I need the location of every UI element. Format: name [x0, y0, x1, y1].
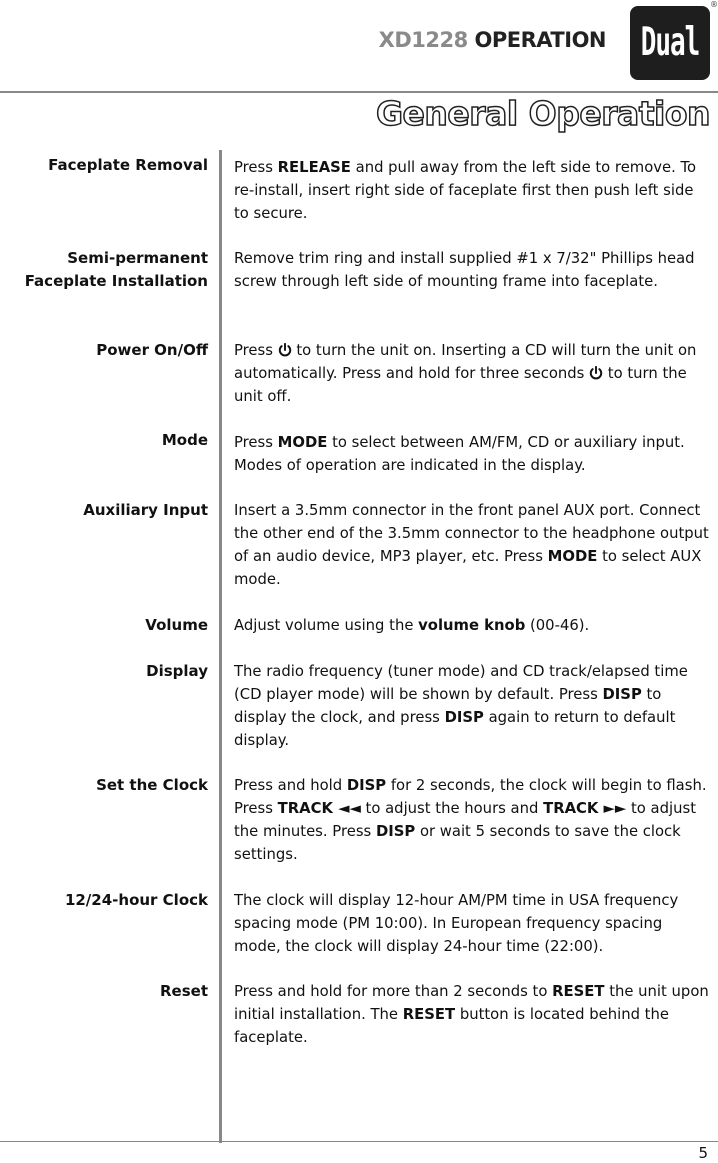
label-set-clock: Set the Clock — [96, 776, 208, 794]
label-reset: Reset — [160, 982, 208, 1000]
footer-divider — [0, 1141, 718, 1142]
label-display: Display — [146, 662, 208, 680]
model-number: XD1228 — [378, 28, 468, 52]
desc-set-clock — [234, 774, 712, 866]
desc-display — [234, 660, 712, 752]
desc-auxiliary-input — [234, 499, 712, 591]
key-disp: DISP — [602, 686, 642, 703]
text-run: and pull away from the left side to remove. To re-install, insert right side of faceplate first then push left side to secure. — [234, 159, 697, 222]
text-run: Insert a 3.5mm connector in the front panel AUX port. Connect the other end of the 3.5mm connector to the headphone output of an audio device, MP3 player, etc. Press — [234, 502, 709, 565]
page-title: General Operation — [375, 94, 710, 133]
column-divider — [219, 150, 222, 1143]
desc-faceplate-removal — [234, 156, 712, 225]
text-run: to select AUX mode. — [234, 548, 702, 588]
text-run: Adjust volume using the — [234, 617, 419, 634]
text-run: button is located behind the faceplate. — [234, 1006, 669, 1046]
desc-mode — [234, 431, 712, 477]
desc-12-24-clock: The clock will display 12-hour AM/PM time in USA frequency spacing mode (PM 10:00). In European frequency spacing mode, the clock will display 24-hour time (22:00). — [234, 892, 679, 955]
text-run: Press — [234, 342, 278, 359]
key-disp: DISP — [375, 823, 416, 840]
label-volume: Volume — [145, 616, 208, 634]
key-mode: MODE — [547, 548, 598, 565]
key-release: RELEASE — [277, 159, 351, 176]
text-run: to adjust the minutes. Press — [234, 800, 697, 840]
key-mode: MODE — [277, 434, 328, 451]
section-name: OPERATION — [474, 28, 606, 52]
desc-reset — [234, 980, 712, 1049]
dual-logo — [630, 6, 710, 80]
text-run: the unit upon initial installation. The — [234, 983, 709, 1023]
text-run: to turn the unit on. Inserting a CD will turn the unit on automatically. Press and hold for three seconds — [234, 342, 697, 382]
key-reset: RESET — [552, 983, 605, 1000]
text-run: Press and hold — [234, 777, 347, 794]
trademark-symbol: ® — [710, 0, 718, 9]
text-run: Press and hold for more than 2 seconds to — [234, 983, 553, 1000]
key-disp: DISP — [444, 709, 484, 726]
text-run: to select between AM/FM, CD or auxiliary input. Modes of operation are indicated in the display. — [234, 434, 685, 474]
text-run: to turn the unit off. — [234, 365, 687, 405]
label-faceplate-removal: Faceplate Removal — [48, 156, 208, 174]
text-run: to display the clock, and press — [234, 686, 662, 726]
label-faceplate-installation — [3, 247, 208, 293]
label-12-24-clock: 12/24-hour Clock — [64, 891, 208, 909]
page-number: 5 — [698, 1144, 708, 1162]
key-disp: DISP — [346, 777, 387, 794]
label-mode: Mode — [161, 431, 208, 449]
power-icon — [278, 343, 292, 357]
label-line: Semi-permanent — [67, 249, 208, 267]
text-run: The radio frequency (tuner mode) and CD track/elapsed time (CD player mode) will be shown by default. Press — [234, 663, 688, 703]
text-run: Press — [234, 434, 278, 451]
desc-volume — [234, 614, 712, 637]
text-run: for 2 seconds, the clock will begin to flash. Press — [234, 777, 707, 817]
header-divider — [0, 91, 718, 93]
power-icon — [589, 366, 603, 380]
key-reset: RESET — [402, 1006, 456, 1023]
desc-power — [234, 339, 712, 408]
text-run: again to return to default display. — [234, 709, 676, 749]
key-track-forward: TRACK ►► — [543, 800, 627, 817]
label-auxiliary-input: Auxiliary Input — [83, 501, 208, 519]
key-track-back: TRACK ◄◄ — [277, 800, 361, 817]
manual-header — [379, 28, 606, 52]
label-power: Power On/Off — [96, 341, 208, 359]
logo-text: Dual — [640, 20, 700, 66]
text-run: or wait 5 seconds to save the clock settings. — [234, 823, 681, 863]
label-line: Faceplate Installation — [24, 272, 208, 290]
key-volume-knob: volume knob — [418, 617, 526, 634]
desc-faceplate-installation: Remove trim ring and install supplied #1 x 7/32" Phillips head screw through left side of mounting frame into faceplate. — [234, 250, 695, 290]
text-run: to adjust the hours and — [360, 800, 544, 817]
text-run: Press — [234, 159, 278, 176]
text-run: (00-46). — [525, 617, 590, 634]
